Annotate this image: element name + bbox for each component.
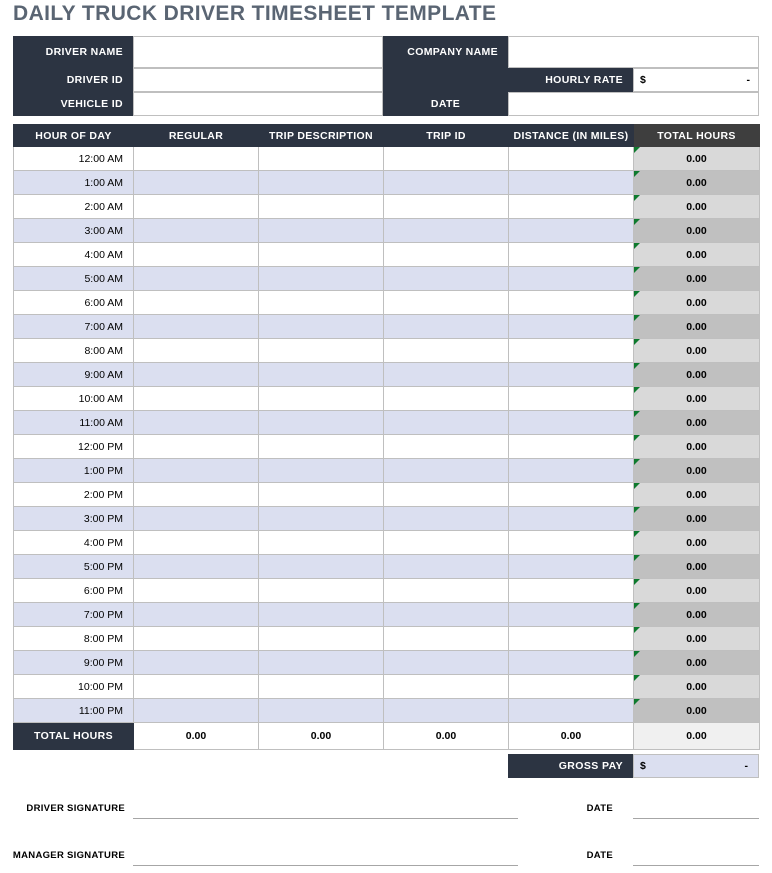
cell-error-flag-icon (634, 699, 640, 705)
cell-total-hours: 0.00 (634, 171, 760, 195)
cell-total-hours: 0.00 (634, 243, 760, 267)
cell-error-flag-icon (634, 195, 640, 201)
hourly-rate-value: - (746, 74, 750, 86)
cell-total-hours: 0.00 (634, 459, 760, 483)
cell-total-hours: 0.00 (634, 147, 760, 171)
cell-trip-id[interactable] (384, 435, 509, 459)
cell-total-hours: 0.00 (634, 651, 760, 675)
table-row (14, 363, 760, 387)
table-row (14, 507, 760, 531)
cell-hour-of-day: 2:00 PM (14, 483, 134, 507)
cell-total-hours: 0.00 (634, 435, 760, 459)
cell-trip-description[interactable] (259, 267, 384, 291)
cell-trip-description[interactable] (259, 531, 384, 555)
cell-regular[interactable] (134, 363, 259, 387)
cell-distance[interactable] (509, 435, 634, 459)
cell-regular[interactable] (134, 147, 259, 171)
cell-distance[interactable] (509, 459, 634, 483)
cell-hour-of-day: 4:00 AM (14, 243, 134, 267)
cell-distance[interactable] (509, 219, 634, 243)
cell-trip-id[interactable] (384, 339, 509, 363)
cell-trip-id[interactable] (384, 531, 509, 555)
cell-trip-description[interactable] (259, 219, 384, 243)
cell-trip-id[interactable] (384, 243, 509, 267)
cell-error-flag-icon (634, 267, 640, 273)
cell-regular[interactable] (134, 339, 259, 363)
cell-trip-description[interactable] (259, 651, 384, 675)
vehicle-id-input[interactable] (133, 92, 383, 116)
cell-trip-id[interactable] (384, 651, 509, 675)
cell-trip-description[interactable] (259, 435, 384, 459)
cell-total-hours: 0.00 (634, 267, 760, 291)
date-label: DATE (383, 92, 508, 116)
cell-total-hours: 0.00 (634, 339, 760, 363)
cell-distance[interactable] (509, 291, 634, 315)
cell-error-flag-icon (634, 579, 640, 585)
cell-distance[interactable] (509, 243, 634, 267)
cell-hour-of-day: 6:00 PM (14, 579, 134, 603)
cell-trip-id[interactable] (384, 291, 509, 315)
table-row (14, 219, 760, 243)
table-row (14, 387, 760, 411)
cell-error-flag-icon (634, 339, 640, 345)
cell-hour-of-day: 9:00 AM (14, 363, 134, 387)
cell-hour-of-day: 3:00 AM (14, 219, 134, 243)
table-row (14, 147, 760, 171)
cell-distance[interactable] (509, 363, 634, 387)
cell-trip-id[interactable] (384, 267, 509, 291)
company-name-input[interactable] (508, 36, 759, 68)
cell-distance[interactable] (509, 507, 634, 531)
cell-error-flag-icon (634, 459, 640, 465)
cell-distance[interactable] (509, 387, 634, 411)
cell-regular[interactable] (134, 651, 259, 675)
cell-trip-id[interactable] (384, 579, 509, 603)
cell-hour-of-day: 9:00 PM (14, 651, 134, 675)
table-row (14, 435, 760, 459)
gross-pay-amount: - (744, 760, 748, 772)
cell-error-flag-icon (634, 603, 640, 609)
cell-trip-id[interactable] (384, 627, 509, 651)
cell-total-hours: 0.00 (634, 291, 760, 315)
gross-pay-label: GROSS PAY (508, 754, 633, 778)
cell-distance[interactable] (509, 147, 634, 171)
date-input[interactable] (508, 92, 759, 116)
driver-id-input[interactable] (133, 68, 383, 92)
cell-trip-id[interactable] (384, 411, 509, 435)
cell-total-hours: 0.00 (634, 411, 760, 435)
cell-regular[interactable] (134, 411, 259, 435)
cell-hour-of-day: 12:00 PM (14, 435, 134, 459)
cell-trip-description[interactable] (259, 243, 384, 267)
cell-trip-description[interactable] (259, 315, 384, 339)
cell-error-flag-icon (634, 411, 640, 417)
table-row (14, 195, 760, 219)
cell-error-flag-icon (634, 171, 640, 177)
cell-hour-of-day: 10:00 PM (14, 675, 134, 699)
cell-error-flag-icon (634, 363, 640, 369)
cell-total-hours: 0.00 (634, 603, 760, 627)
table-row (14, 531, 760, 555)
table-row (14, 603, 760, 627)
company-name-label: COMPANY NAME (383, 36, 508, 68)
manager-date-label: DATE (586, 850, 613, 861)
cell-total-hours: 0.00 (634, 507, 760, 531)
cell-hour-of-day: 6:00 AM (14, 291, 134, 315)
cell-error-flag-icon (634, 387, 640, 393)
cell-hour-of-day: 8:00 AM (14, 339, 134, 363)
table-row (14, 675, 760, 699)
cell-hour-of-day: 8:00 PM (14, 627, 134, 651)
cell-regular[interactable] (134, 267, 259, 291)
cell-trip-description[interactable] (259, 363, 384, 387)
cell-hour-of-day: 1:00 AM (14, 171, 134, 195)
cell-total-hours: 0.00 (634, 315, 760, 339)
cell-error-flag-icon (634, 243, 640, 249)
cell-trip-description[interactable] (259, 291, 384, 315)
cell-hour-of-day: 12:00 AM (14, 147, 134, 171)
hourly-rate-currency-symbol: $ (640, 74, 646, 86)
cell-trip-id[interactable] (384, 219, 509, 243)
cell-distance[interactable] (509, 579, 634, 603)
timesheet-table (13, 124, 760, 750)
footer-regular-total: 0.00 (134, 723, 259, 750)
cell-distance[interactable] (509, 699, 634, 723)
table-row (14, 459, 760, 483)
cell-trip-id[interactable] (384, 147, 509, 171)
table-row (14, 339, 760, 363)
cell-hour-of-day: 11:00 PM (14, 699, 134, 723)
column-header-trip-id: TRIP ID (384, 125, 509, 147)
cell-trip-id[interactable] (384, 195, 509, 219)
table-header (14, 125, 760, 147)
cell-error-flag-icon (634, 627, 640, 633)
cell-total-hours: 0.00 (634, 195, 760, 219)
table-row (14, 699, 760, 723)
cell-distance[interactable] (509, 555, 634, 579)
column-header-regular: REGULAR (134, 125, 259, 147)
cell-regular[interactable] (134, 699, 259, 723)
table-row (14, 651, 760, 675)
table-row (14, 315, 760, 339)
table-footer (14, 723, 760, 750)
cell-hour-of-day: 2:00 AM (14, 195, 134, 219)
gross-pay-currency-symbol: $ (640, 760, 646, 772)
cell-trip-description[interactable] (259, 147, 384, 171)
footer-total-hours-value: 0.00 (634, 723, 760, 750)
cell-distance[interactable] (509, 171, 634, 195)
table-row (14, 555, 760, 579)
manager-signature-line[interactable] (133, 865, 518, 866)
cell-distance[interactable] (509, 675, 634, 699)
driver-date-line[interactable] (633, 818, 759, 819)
driver-id-label: DRIVER ID (13, 68, 133, 92)
cell-hour-of-day: 10:00 AM (14, 387, 134, 411)
cell-regular[interactable] (134, 627, 259, 651)
cell-hour-of-day: 5:00 AM (14, 267, 134, 291)
cell-distance[interactable] (509, 627, 634, 651)
cell-total-hours: 0.00 (634, 627, 760, 651)
hourly-rate-label: HOURLY RATE (383, 68, 633, 92)
cell-hour-of-day: 1:00 PM (14, 459, 134, 483)
cell-distance[interactable] (509, 651, 634, 675)
cell-regular[interactable] (134, 315, 259, 339)
cell-total-hours: 0.00 (634, 579, 760, 603)
vehicle-id-label: VEHICLE ID (13, 92, 133, 116)
cell-error-flag-icon (634, 435, 640, 441)
driver-name-label: DRIVER NAME (13, 36, 133, 68)
table-row (14, 291, 760, 315)
cell-regular[interactable] (134, 171, 259, 195)
cell-trip-id[interactable] (384, 603, 509, 627)
cell-regular[interactable] (134, 603, 259, 627)
cell-trip-id[interactable] (384, 387, 509, 411)
cell-regular[interactable] (134, 195, 259, 219)
cell-distance[interactable] (509, 531, 634, 555)
cell-total-hours: 0.00 (634, 699, 760, 723)
cell-total-hours: 0.00 (634, 363, 760, 387)
cell-hour-of-day: 5:00 PM (14, 555, 134, 579)
page-title: DAILY TRUCK DRIVER TIMESHEET TEMPLATE (13, 2, 497, 25)
cell-error-flag-icon (634, 219, 640, 225)
table-row (14, 411, 760, 435)
table-body (14, 147, 760, 723)
cell-regular[interactable] (134, 435, 259, 459)
cell-trip-description[interactable] (259, 507, 384, 531)
cell-distance[interactable] (509, 603, 634, 627)
cell-trip-description[interactable] (259, 675, 384, 699)
cell-trip-id[interactable] (384, 483, 509, 507)
manager-date-line[interactable] (633, 865, 759, 866)
cell-regular[interactable] (134, 291, 259, 315)
cell-regular[interactable] (134, 531, 259, 555)
cell-trip-id[interactable] (384, 555, 509, 579)
table-row (14, 627, 760, 651)
table-row (14, 579, 760, 603)
cell-trip-description[interactable] (259, 171, 384, 195)
cell-trip-description[interactable] (259, 483, 384, 507)
cell-trip-description[interactable] (259, 459, 384, 483)
cell-error-flag-icon (634, 675, 640, 681)
table-footer-row (14, 723, 760, 750)
cell-total-hours: 0.00 (634, 387, 760, 411)
cell-trip-description[interactable] (259, 555, 384, 579)
cell-total-hours: 0.00 (634, 675, 760, 699)
cell-hour-of-day: 7:00 PM (14, 603, 134, 627)
table-row (14, 171, 760, 195)
cell-regular[interactable] (134, 675, 259, 699)
manager-signature-label: MANAGER SIGNATURE (12, 850, 125, 861)
cell-error-flag-icon (634, 507, 640, 513)
column-header-trip-description: TRIP DESCRIPTION (259, 125, 384, 147)
cell-trip-id[interactable] (384, 699, 509, 723)
column-header-total-hours: TOTAL HOURS (634, 125, 760, 147)
cell-error-flag-icon (634, 147, 640, 153)
cell-trip-description[interactable] (259, 627, 384, 651)
table-row (14, 267, 760, 291)
driver-date-label: DATE (586, 803, 613, 814)
cell-total-hours: 0.00 (634, 531, 760, 555)
footer-trip-id-total: 0.00 (384, 723, 509, 750)
cell-distance[interactable] (509, 195, 634, 219)
cell-error-flag-icon (634, 651, 640, 657)
cell-trip-description[interactable] (259, 387, 384, 411)
cell-regular[interactable] (134, 459, 259, 483)
cell-trip-description[interactable] (259, 579, 384, 603)
cell-regular[interactable] (134, 555, 259, 579)
cell-regular[interactable] (134, 507, 259, 531)
driver-signature-line[interactable] (133, 818, 518, 819)
cell-error-flag-icon (634, 315, 640, 321)
cell-distance[interactable] (509, 315, 634, 339)
cell-hour-of-day: 4:00 PM (14, 531, 134, 555)
gross-pay-value-cell (633, 754, 759, 778)
footer-distance-total: 0.00 (509, 723, 634, 750)
cell-error-flag-icon (634, 483, 640, 489)
cell-hour-of-day: 3:00 PM (14, 507, 134, 531)
cell-trip-id[interactable] (384, 171, 509, 195)
column-header-hour-of-day: HOUR OF DAY (14, 125, 134, 147)
cell-regular[interactable] (134, 243, 259, 267)
footer-trip-description-total: 0.00 (259, 723, 384, 750)
cell-trip-description[interactable] (259, 195, 384, 219)
cell-regular[interactable] (134, 387, 259, 411)
driver-name-input[interactable] (133, 36, 383, 68)
footer-total-hours-label: TOTAL HOURS (14, 723, 134, 750)
driver-signature-label: DRIVER SIGNATURE (26, 803, 125, 814)
cell-error-flag-icon (634, 291, 640, 297)
cell-distance[interactable] (509, 483, 634, 507)
cell-total-hours: 0.00 (634, 219, 760, 243)
hourly-rate-input[interactable] (633, 68, 759, 92)
cell-trip-id[interactable] (384, 315, 509, 339)
table-header-row (14, 125, 760, 147)
cell-distance[interactable] (509, 339, 634, 363)
cell-trip-description[interactable] (259, 603, 384, 627)
cell-hour-of-day: 11:00 AM (14, 411, 134, 435)
cell-distance[interactable] (509, 411, 634, 435)
cell-regular[interactable] (134, 219, 259, 243)
cell-trip-description[interactable] (259, 411, 384, 435)
table-row (14, 483, 760, 507)
cell-error-flag-icon (634, 531, 640, 537)
cell-distance[interactable] (509, 267, 634, 291)
cell-total-hours: 0.00 (634, 555, 760, 579)
cell-hour-of-day: 7:00 AM (14, 315, 134, 339)
table-row (14, 243, 760, 267)
cell-trip-id[interactable] (384, 363, 509, 387)
cell-error-flag-icon (634, 555, 640, 561)
cell-regular[interactable] (134, 483, 259, 507)
column-header-distance: DISTANCE (IN MILES) (509, 125, 634, 147)
cell-regular[interactable] (134, 579, 259, 603)
cell-trip-id[interactable] (384, 507, 509, 531)
cell-total-hours: 0.00 (634, 483, 760, 507)
cell-trip-id[interactable] (384, 459, 509, 483)
cell-trip-description[interactable] (259, 339, 384, 363)
cell-trip-id[interactable] (384, 675, 509, 699)
cell-trip-description[interactable] (259, 699, 384, 723)
